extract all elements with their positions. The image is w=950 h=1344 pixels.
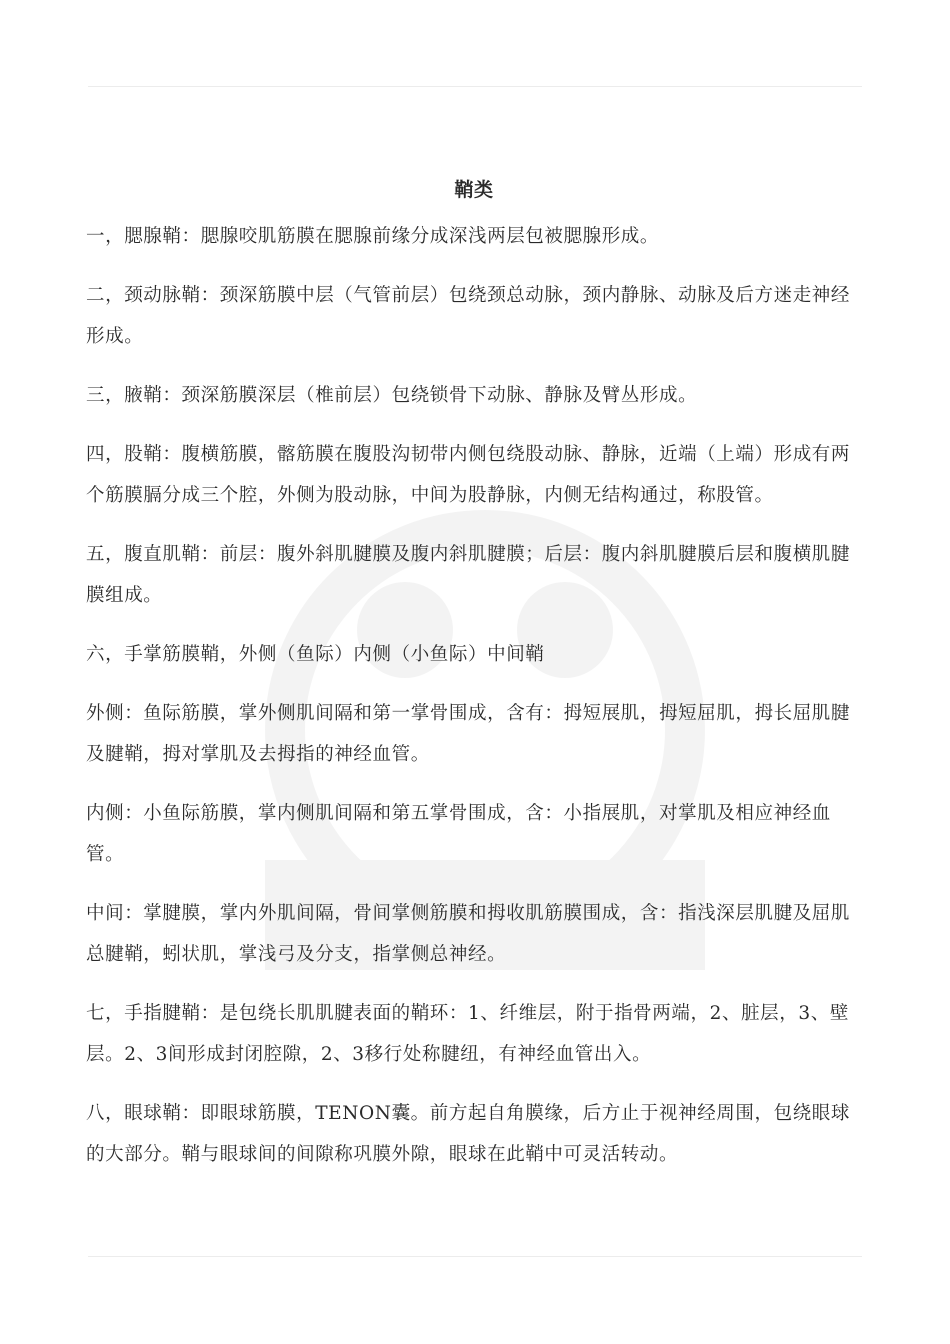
paragraph-9: 中间：掌腱膜，掌内外肌间隔，骨间掌侧筋膜和拇收肌筋膜围成，含：指浅深层肌腱及屈肌总腱鞘，蚓状肌，掌浅弓及分支，指掌侧总神经。 [86,903,851,965]
page-title: 鞘类 [454,179,494,201]
paragraph-2: 二，颈动脉鞘：颈深筋膜中层（气管前层）包绕颈总动脉，颈内静脉、动脉及后方迷走神经形成。 [86,285,851,347]
paragraph-8: 内侧：小鱼际筋膜，掌内侧肌间隔和第五掌骨围成，含：小指展肌，对掌肌及相应神经血管。 [86,803,831,865]
footer-divider [88,1256,862,1257]
paragraph-5: 五，腹直肌鞘：前层：腹外斜肌腱膜及腹内斜肌腱膜；后层：腹内斜肌腱膜后层和腹横肌腱膜组成。 [86,544,851,606]
paragraph-7: 外侧：鱼际筋膜，掌外侧肌间隔和第一掌骨围成，含有：拇短展肌，拇短屈肌，拇长屈肌腱及腱鞘，拇对掌肌及去拇指的神经血管。 [86,703,851,765]
paragraph-11: 八，眼球鞘：即眼球筋膜，TENON囊。前方起自角膜缘，后方止于视神经周围，包绕眼球的大部分。鞘与眼球间的间隙称巩膜外隙，眼球在此鞘中可灵活转动。 [86,1103,850,1165]
paragraph-3: 三，腋鞘：颈深筋膜深层（椎前层）包绕锁骨下动脉、静脉及臂丛形成。 [86,385,698,406]
header-divider [88,86,862,87]
paragraph-10: 七，手指腱鞘：是包绕长肌肌腱表面的鞘环：1、纤维层，附于指骨两端，2、脏层，3、壁层。2、3间形成封闭腔隙，2、3移行处称腱纽，有神经血管出入。 [86,1003,849,1065]
document-body [86,170,862,1193]
paragraph-4: 四，股鞘：腹横筋膜，髂筋膜在腹股沟韧带内侧包绕股动脉、静脉，近端（上端）形成有两个筋膜膈分成三个腔，外侧为股动脉，中间为股静脉，内侧无结构通过，称股管。 [86,444,851,506]
paragraph-6: 六，手掌筋膜鞘，外侧（鱼际）内侧（小鱼际）中间鞘 [86,644,545,665]
paragraph-1: 一，腮腺鞘：腮腺咬肌筋膜在腮腺前缘分成深浅两层包被腮腺形成。 [86,226,660,247]
